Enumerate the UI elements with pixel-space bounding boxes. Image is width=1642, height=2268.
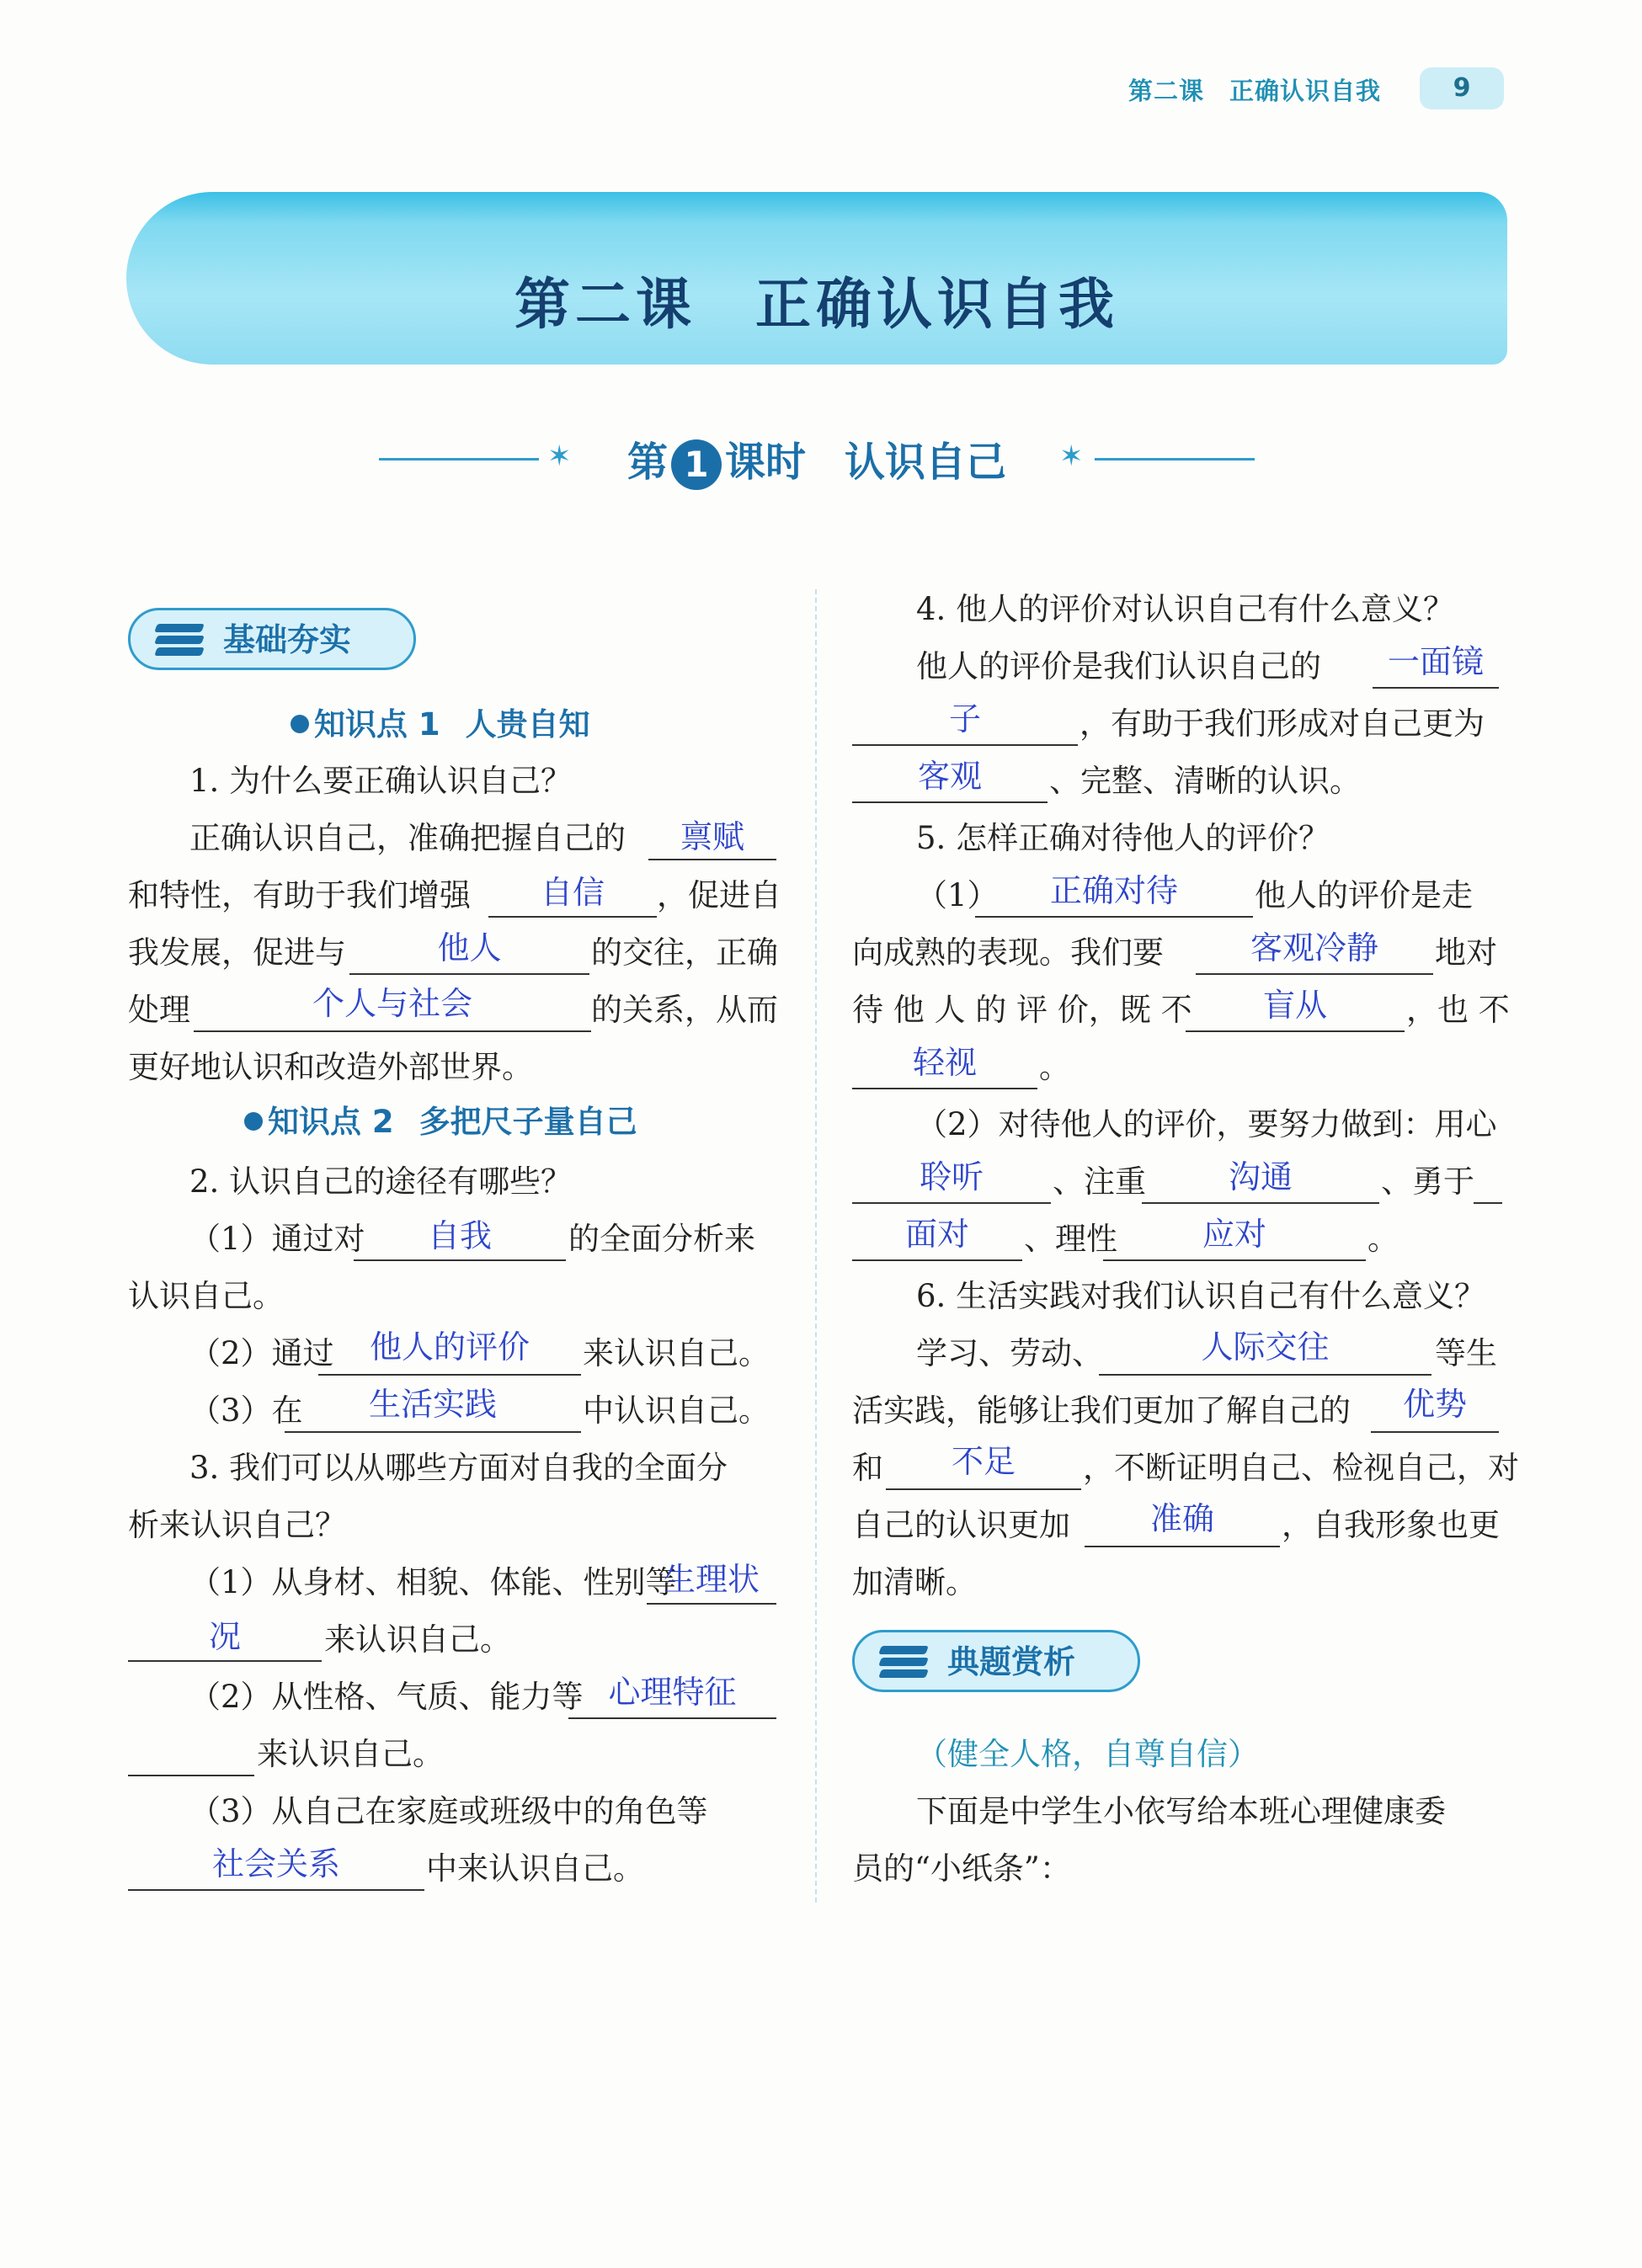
text-line: 学习、劳动、 xyxy=(916,1335,1103,1371)
text-line: （1）从身材、相貌、体能、性别等 xyxy=(189,1564,677,1600)
handwritten-answer: 客观冷静 xyxy=(1250,929,1378,966)
text-line: 来认识自己。 xyxy=(583,1335,770,1371)
handwritten-answer: 轻视 xyxy=(912,1044,977,1081)
star-icon: ✶ xyxy=(547,439,572,473)
column-divider xyxy=(815,589,817,1903)
handwritten-answer: 社会关系 xyxy=(211,1845,340,1882)
text-line: ，有助于我们形成对自己更为 xyxy=(1080,705,1485,742)
banner-title-text: 正确认识自我 xyxy=(755,272,1119,337)
lesson-banner xyxy=(126,192,1507,365)
handwritten-answer: 他人的评价 xyxy=(369,1328,530,1366)
handwritten-answer: 生活实践 xyxy=(368,1386,497,1423)
text-line: 和特性，有助于我们增强 xyxy=(128,877,471,913)
section-pill-basic: 基础夯实 xyxy=(128,608,416,670)
text-line: （1） xyxy=(916,877,999,913)
handwritten-answer: 正确对待 xyxy=(1049,872,1178,909)
section-title: 认识自己 xyxy=(845,439,1007,486)
question-6: 6. 生活实践对我们认识自己有什么意义？ xyxy=(916,1278,1486,1314)
handwritten-answer: 他人 xyxy=(437,929,502,966)
text-line: 和 xyxy=(852,1450,883,1486)
handwritten-answer: 优势 xyxy=(1402,1386,1467,1423)
text-line: 他人的评价是我们认识自己的 xyxy=(916,648,1321,684)
text-line: （2）从性格、气质、能力等 xyxy=(189,1679,584,1715)
text-line: （3）从自己在家庭或班级中的角色等 xyxy=(189,1793,708,1829)
text-line: （2）通过 xyxy=(189,1335,334,1371)
text-line: 活实践，能够让我们更加了解自己的 xyxy=(852,1392,1351,1429)
handwritten-answer: 生理状 xyxy=(663,1561,760,1598)
text-line: 。 xyxy=(1039,1049,1070,1085)
running-header xyxy=(1128,72,1406,107)
text-line: 中来认识自己。 xyxy=(426,1850,644,1887)
question-5: 5. 怎样正确对待他人的评价？ xyxy=(916,820,1330,856)
question-3: 3. 我们可以从哪些方面对自我的全面分 xyxy=(189,1450,728,1486)
handwritten-answer: 禀赋 xyxy=(680,818,744,855)
handwritten-answer: 客观 xyxy=(917,758,982,795)
handwritten-answer: 自我 xyxy=(427,1217,492,1254)
header-lesson: 第二课 xyxy=(1128,77,1205,105)
text-line: ，也 不 xyxy=(1406,992,1510,1028)
books-icon xyxy=(880,1646,927,1680)
handwritten-answer: 不足 xyxy=(951,1443,1016,1480)
text-line: （3）在 xyxy=(189,1392,303,1429)
page-number: 9 xyxy=(1420,67,1504,109)
handwritten-answer: 况 xyxy=(208,1618,241,1655)
section-pill-example: 典题赏析 xyxy=(852,1630,1140,1692)
text-line: 的关系，从而 xyxy=(591,992,778,1028)
banner-lesson: 第二课 xyxy=(514,272,696,337)
text-line: 我发展，促进与 xyxy=(128,934,346,971)
question-1: 1. 为什么要正确认识自己？ xyxy=(189,763,573,799)
handwritten-answer: 子 xyxy=(948,700,981,737)
text-line: （1）通过对 xyxy=(189,1221,365,1257)
text-line: 向成熟的表现。我们要 xyxy=(852,934,1164,971)
text-line: 地对 xyxy=(1435,934,1497,971)
text-line: 、注重 xyxy=(1053,1163,1146,1200)
handwritten-answer: 自信 xyxy=(540,874,605,911)
blank xyxy=(128,1775,254,1776)
text-line: 下面是中学生小依写给本班心理健康委 xyxy=(916,1793,1446,1829)
handwritten-answer: 沟通 xyxy=(1228,1158,1293,1195)
lesson-number: 1 xyxy=(671,439,722,490)
handwritten-answer: 一面镜 xyxy=(1387,643,1484,680)
header-title: 正确认识自我 xyxy=(1229,77,1382,105)
text-line: 、勇于 xyxy=(1381,1163,1474,1200)
text-line: 他人的评价是走 xyxy=(1255,877,1473,913)
question-2: 2. 认识自己的途径有哪些？ xyxy=(189,1163,573,1200)
text-line: 析来认识自己？ xyxy=(128,1507,346,1543)
bullet-icon xyxy=(244,1112,263,1131)
text-line: 来认识自己。 xyxy=(257,1736,444,1772)
handwritten-answer: 人际交往 xyxy=(1201,1328,1330,1366)
text-line: 的交往，正确 xyxy=(591,934,778,971)
handwritten-answer: 个人与社会 xyxy=(312,985,472,1022)
text-line: 正确认识自己，准确把握自己的 xyxy=(189,820,626,856)
text-line: 员的“小纸条”： xyxy=(852,1850,1071,1887)
text-line: 认识自己。 xyxy=(128,1278,284,1314)
handwritten-answer: 盲从 xyxy=(1262,987,1327,1024)
heading-line-right xyxy=(1095,458,1255,461)
bullet-icon xyxy=(291,715,309,733)
text-line: 来认识自己。 xyxy=(324,1621,511,1658)
blank xyxy=(1474,1202,1502,1204)
text-line: ，促进自 xyxy=(657,877,781,913)
handwritten-answer: 应对 xyxy=(1202,1216,1266,1253)
question-4: 4. 他人的评价对认识自己有什么意义？ xyxy=(916,591,1455,627)
handwritten-answer: 准确 xyxy=(1149,1500,1214,1537)
section-heading xyxy=(379,429,1255,488)
text-line: ，自我形象也更 xyxy=(1282,1507,1500,1543)
text-line: 的全面分析来 xyxy=(568,1221,755,1257)
text-line: 更好地认识和改造外部世界。 xyxy=(128,1049,533,1085)
text-line: 自己的认识更加 xyxy=(852,1507,1070,1543)
books-icon xyxy=(156,624,203,658)
text-line: 待 他 人 的 评 价，既 不 xyxy=(852,992,1192,1028)
handwritten-answer: 聆听 xyxy=(919,1158,984,1195)
text-line: 、理性 xyxy=(1024,1221,1117,1257)
knowledge-point-1: 知识点 1 人贵自知 xyxy=(291,699,590,744)
text-line: （2）对待他人的评价，要努力做到：用心 xyxy=(916,1106,1497,1142)
handwritten-answer: 心理特征 xyxy=(608,1674,737,1711)
text-line: ，不断证明自己、检视自己，对 xyxy=(1083,1450,1519,1486)
text-line: 处理 xyxy=(128,992,190,1028)
text-line: 中认识自己。 xyxy=(583,1392,770,1429)
text-line: 等生 xyxy=(1435,1335,1497,1371)
knowledge-point-2: 知识点 2 多把尺子量自己 xyxy=(244,1096,637,1142)
text-line: 、完整、清晰的认识。 xyxy=(1049,763,1361,799)
text-line: 加清晰。 xyxy=(852,1564,977,1600)
section-heading-text: 第 1 课时 认识自己 xyxy=(379,429,1255,490)
example-tag: （健全人格，自尊自信） xyxy=(916,1736,1259,1772)
star-icon: ✶ xyxy=(1059,439,1084,473)
banner-title xyxy=(126,259,1507,339)
text-line: 。 xyxy=(1367,1221,1399,1257)
handwritten-answer: 面对 xyxy=(904,1216,969,1253)
